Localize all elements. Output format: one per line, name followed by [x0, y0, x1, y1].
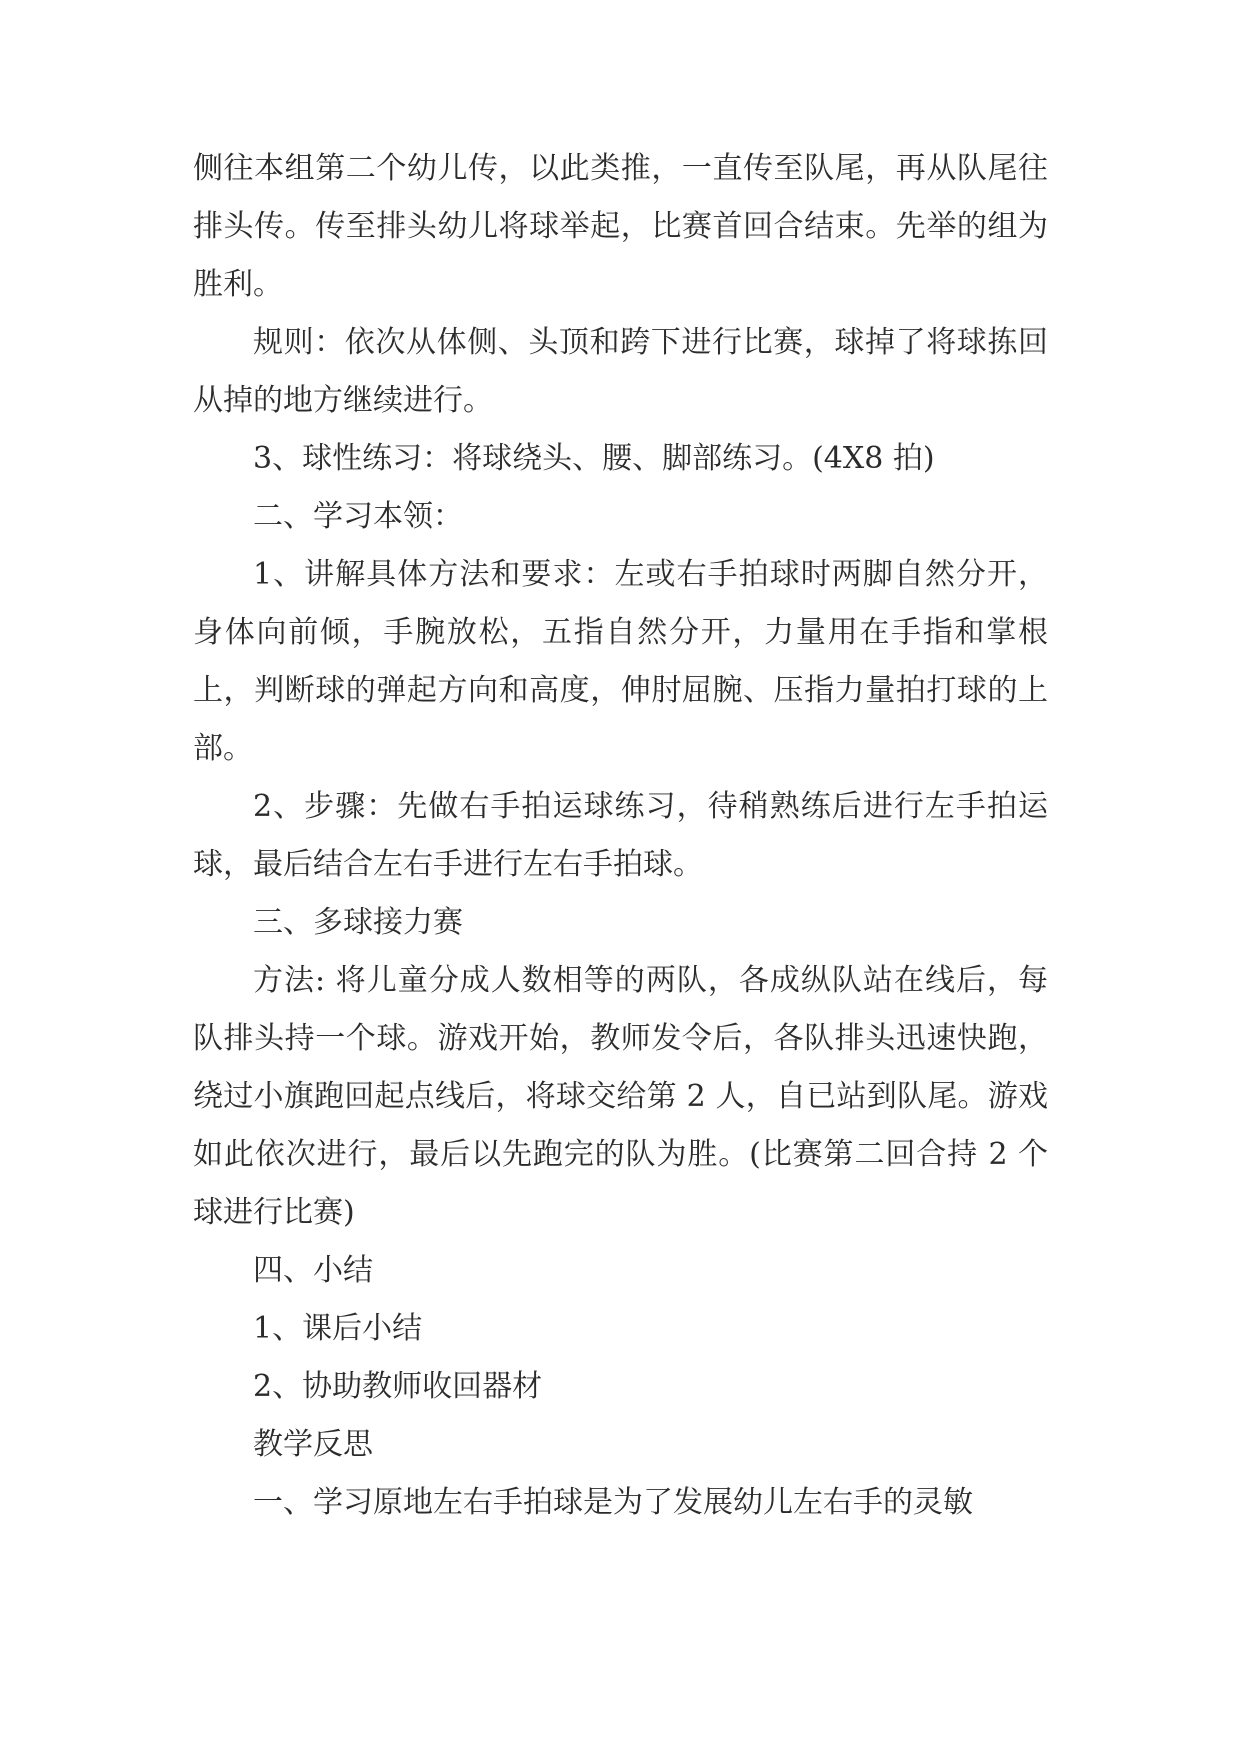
paragraph-steps: 2、步骤：先做右手拍运球练习，待稍熟练后进行左手拍运球，最后结合左右手进行左右手拍球。 [193, 789, 1048, 882]
section-heading-learn-skills: 二、学习本领： [253, 499, 463, 534]
paragraph-ball-practice: 3、球性练习：将球绕头、腰、脚部练习。(4X8 拍) [253, 441, 935, 476]
paragraph-continuation: 侧往本组第二个幼儿传，以此类推，一直传至队尾，再从队尾往排头传。传至排头幼儿将球举起，比赛首回合结束。先举的组为胜利。 [193, 151, 1048, 302]
document-page [193, 140, 1048, 1532]
section-heading-relay: 三、多球接力赛 [253, 905, 463, 940]
paragraph-reflection: 一、学习原地左右手拍球是为了发展幼儿左右手的灵敏 [253, 1485, 973, 1520]
section-heading-summary: 四、小结 [253, 1253, 373, 1288]
list-item-summary: 1、课后小结 [253, 1311, 423, 1346]
paragraph-relay-method: 方法: 将儿童分成人数相等的两队，各成纵队站在线后，每队排头持一个球。游戏开始，教师发令后，各队排头迅速快跑，绕过小旗跑回起点线后，将球交给第 2 人，自已站到队尾。游戏如此依次进行，最后以先跑完的队为胜。(比赛第二回合持 2 个球进行比赛) [193, 963, 1048, 1230]
paragraph-method-requirements: 1、讲解具体方法和要求：左或右手拍球时两脚自然分开，身体向前倾，手腕放松，五指自然分开，力量用在手指和掌根上，判断球的弹起方向和高度，伸肘屈腕、压指力量拍打球的上部。 [193, 557, 1048, 766]
section-heading-reflection: 教学反思 [253, 1427, 373, 1462]
list-item-equipment: 2、协助教师收回器材 [253, 1369, 543, 1404]
paragraph-rules: 规则：依次从体侧、头顶和跨下进行比赛，球掉了将球拣回从掉的地方继续进行。 [193, 325, 1048, 418]
